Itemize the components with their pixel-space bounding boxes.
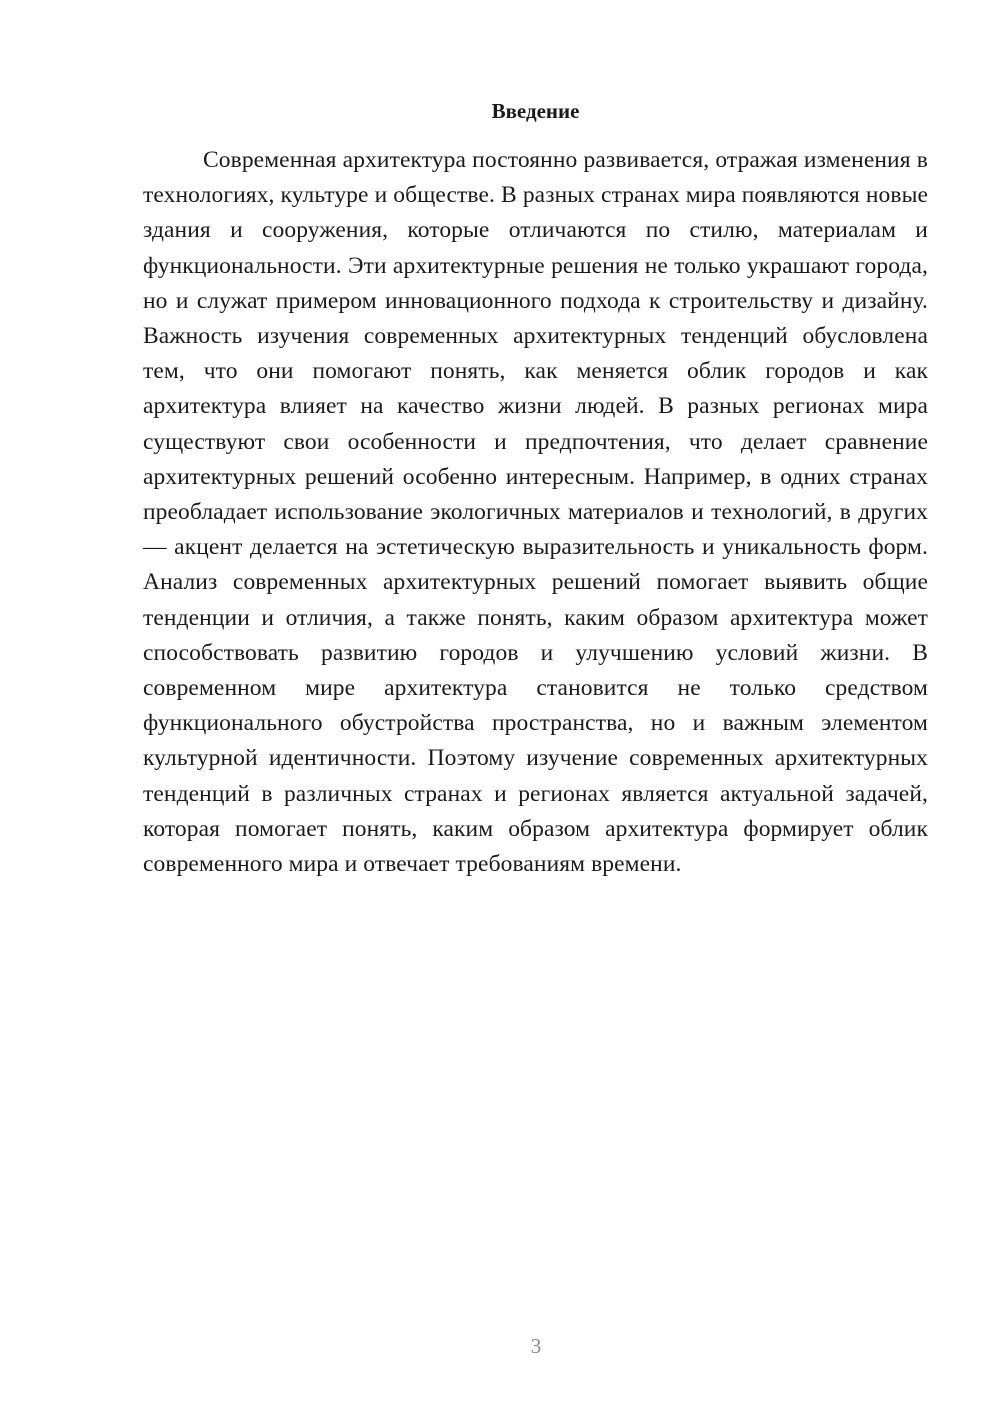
section-title: Введение [491, 99, 580, 123]
page-number: 3 [530, 1334, 542, 1358]
body-paragraph: Современная архитектура постоянно развивается, отражая изменения в технологиях, культуре и обществе. В разных странах мира появляются новые здания и сооружения, которые отличаются по стилю, материалам и функциональности. Эти архитектурные решения не только украшают города, но и служат примером инновационного подхода к строительству и дизайну. Важность изучения современных архитектурных тенденций обусловлена тем, что они помогают понять, как меняется облик городов и как архитектура влияет на качество жизни людей. В разных регионах мира существуют свои особенности и предпочтения, что делает сравнение архитектурных решений особенно интересным. Например, в одних странах преобладает использование экологичных материалов и технологий, в других — акцент делается на эстетическую выразительность и уникальность форм. Анализ современных архитектурных решений помогает выявить общие тенденции и отличия, а также понять, каким образом архитектура может способствовать развитию городов и улучшению условий жизни. В современном мире архитектура становится не только средством функционального обустройства пространства, но и важным элементом культурной идентичности. Поэтому изучение современных архитектурных тенденций в различных странах и регионах является актуальной задачей, которая помогает понять, каким образом архитектура формирует облик современного мира и отвечает требованиям времени. [143, 147, 928, 878]
